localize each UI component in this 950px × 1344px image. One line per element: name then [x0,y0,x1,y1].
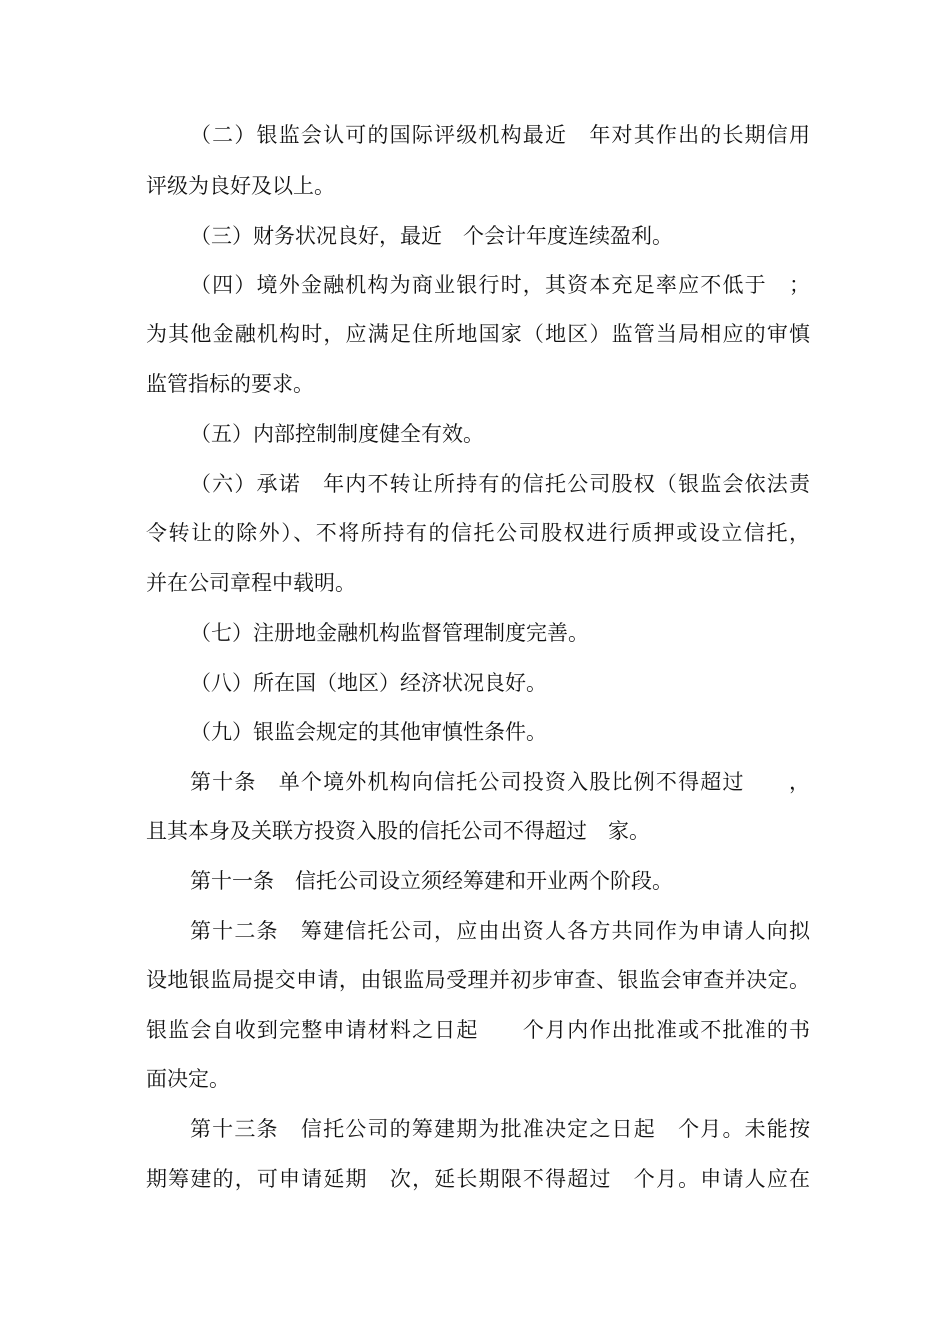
text-line: 期筹建的，可申请延期 次，延长期限不得超过 个月。申请人应在 [146,1167,810,1191]
text-line: 第十三条 信托公司的筹建期为批准决定之日起 个月。未能按 [190,1117,810,1141]
text-line: （四）境外金融机构为商业银行时，其资本充足率应不低于 ； [190,273,810,297]
text-line: 为其他金融机构时，应满足住所地国家（地区）监管当局相应的审慎 [146,322,810,346]
text-line: 监管指标的要求。 [146,372,314,396]
text-line: 评级为良好及以上。 [146,174,335,198]
text-line: （六）承诺 年内不转让所持有的信托公司股权（银监会依法责 [190,472,810,496]
text-line: （五）内部控制制度健全有效。 [190,422,484,446]
text-line: 第十二条 筹建信托公司，应由出资人各方共同作为申请人向拟 [190,919,810,943]
text-line: 第十条 单个境外机构向信托公司投资入股比例不得超过 ， [190,770,810,794]
text-line: （九）银监会规定的其他审慎性条件。 [190,720,547,744]
text-line: （二）银监会认可的国际评级机构最近 年对其作出的长期信用 [190,123,810,147]
text-line: 且其本身及关联方投资入股的信托公司不得超过 家。 [146,819,650,843]
text-line: 设地银监局提交申请，由银监局受理并初步审查、银监会审查并决定。 [146,968,810,992]
text-line: 面决定。 [146,1067,230,1091]
text-line: （八）所在国（地区）经济状况良好。 [190,671,547,695]
text-line: 第十一条 信托公司设立须经筹建和开业两个阶段。 [190,869,673,893]
text-line: （七）注册地金融机构监督管理制度完善。 [190,621,589,645]
text-line: （三）财务状况良好，最近 个会计年度连续盈利。 [190,224,673,248]
text-line: 并在公司章程中载明。 [146,571,356,595]
text-line: 令转让的除外）、不将所持有的信托公司股权进行质押或设立信托， [146,521,810,545]
text-line: 银监会自收到完整申请材料之日起 个月内作出批准或不批准的书 [146,1018,810,1042]
